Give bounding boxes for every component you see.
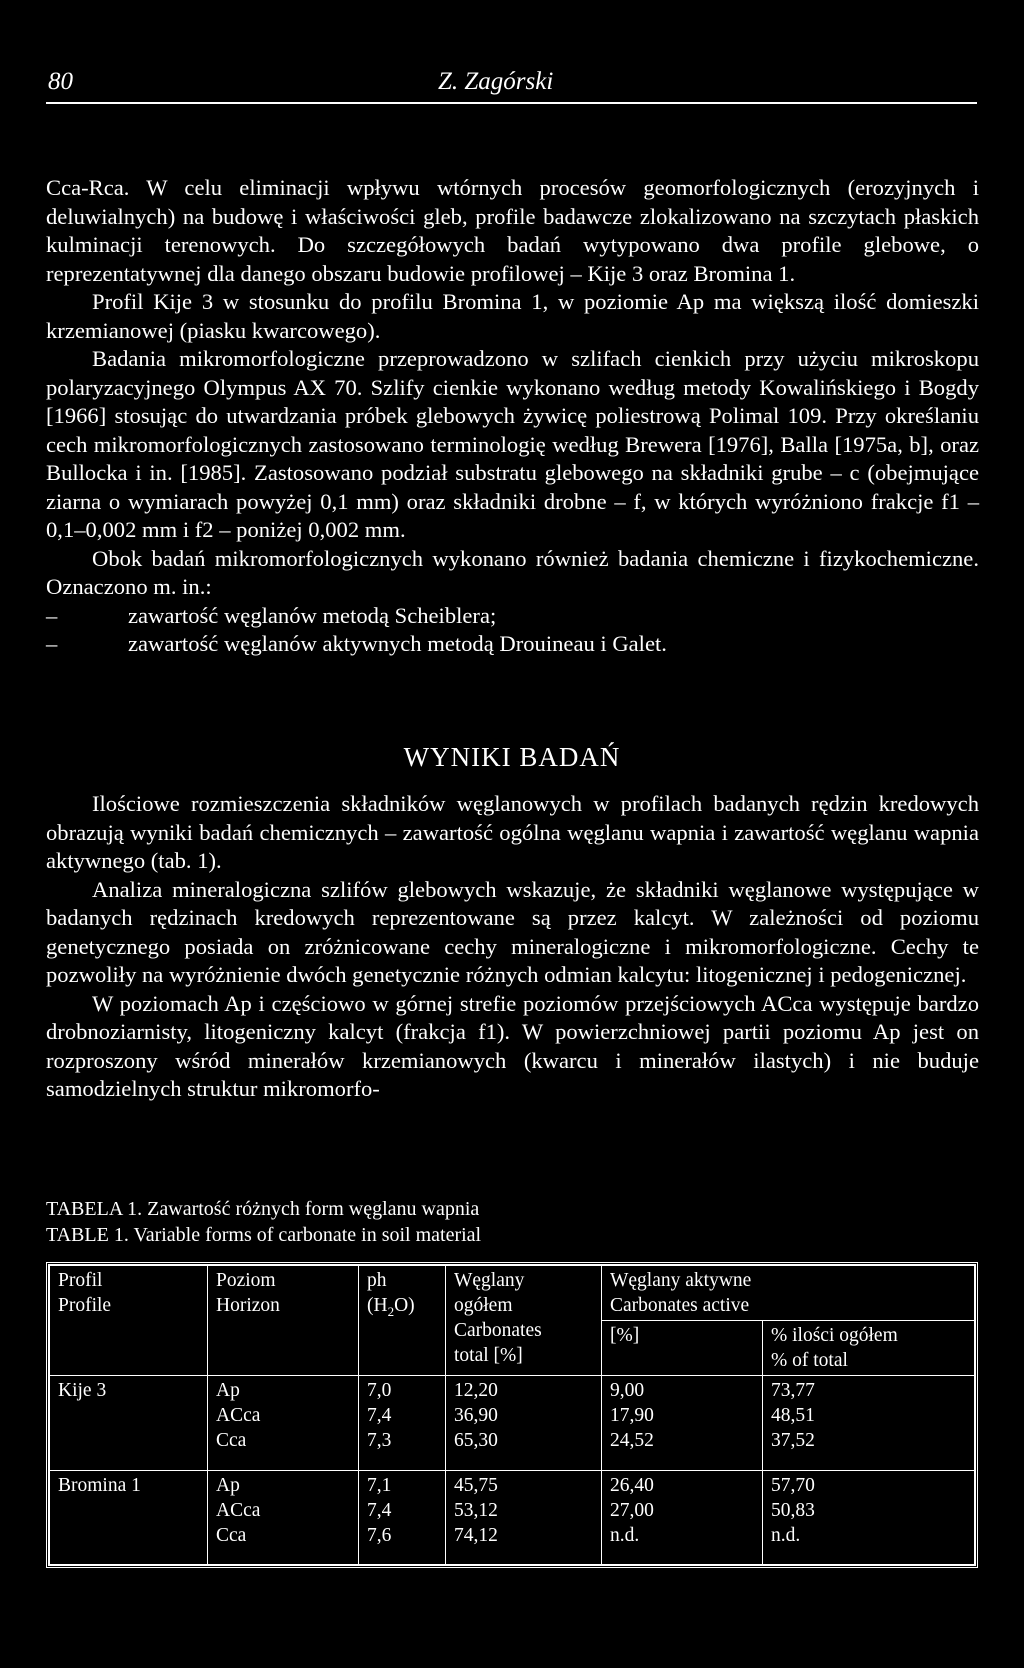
cell-value: 74,12 (454, 1524, 498, 1546)
cell-value: 7,4 (367, 1405, 392, 1426)
cell-value: 36,90 (454, 1405, 498, 1426)
list-item (46, 630, 979, 659)
table-header-row (50, 1266, 975, 1321)
cell-value: 45,75 (454, 1474, 498, 1496)
cell-value: 53,12 (454, 1499, 498, 1521)
header-share-of-total (763, 1321, 975, 1376)
header-text: Carbonates (454, 1320, 542, 1341)
header-text: Profile (58, 1295, 112, 1316)
header-horizon (208, 1266, 359, 1376)
table-caption-en: TABLE 1. Variable forms of carbonate in soil material (46, 1224, 482, 1246)
cell-value: 7,4 (367, 1499, 392, 1521)
header-text: total [%] (454, 1345, 523, 1366)
cell-share (763, 1470, 975, 1565)
cell-horizon (208, 1470, 359, 1565)
cell-active (602, 1376, 763, 1471)
cell-total (446, 1470, 602, 1565)
cell-value: ACca (216, 1499, 261, 1521)
header-text: % of total (771, 1350, 848, 1371)
header-text: [%] (610, 1325, 640, 1346)
carbonate-table (46, 1262, 978, 1568)
methods-list (46, 602, 979, 659)
header-text: Horizon (216, 1295, 280, 1316)
header-text (367, 1293, 437, 1324)
cell-value: 7,3 (367, 1430, 392, 1451)
header-total-carbonates (446, 1266, 602, 1376)
cell-value: Cca (216, 1430, 247, 1451)
header-text: Profil (58, 1270, 103, 1291)
methods-text (46, 174, 979, 659)
paragraph: Obok badań mikromorfologicznych wykonano również badania chemiczne i fizykochemiczne. Oznaczono m. in.: (46, 545, 979, 599)
cell-value: 7,6 (367, 1524, 392, 1546)
paragraph: W poziomach Ap i częściowo w górnej strefie poziomów przejściowych ACca występuje bardzo drobnoziarnisty, litogeniczny kalcyt (frakcja f1). W powierzchniowej partii poziomu Ap jest on rozproszony wśród minerałów krzemianowych (kwarcu i minerałów ilastych) i nie buduje samodzielnych struktur mikromorfo- (46, 990, 979, 1101)
cell-value: 65,30 (454, 1430, 498, 1451)
cell-profile: Bromina 1 (50, 1470, 208, 1565)
cell-value: 48,51 (771, 1405, 815, 1426)
cell-value: Ap (216, 1380, 240, 1401)
cell-value: n.d. (610, 1524, 640, 1546)
cell-value: n.d. (771, 1524, 801, 1546)
header-active-percent (602, 1321, 763, 1376)
paragraph: Badania mikromorfologiczne przeprowadzono w szlifach cienkich przy użyciu mikroskopu polaryzacyjnego Olympus AX 70. Szlify cienkie wykonano według metody Kowalińskiego i Bogdy [1966] stosując do utwardzania próbek glebowych żywicę poliestrową Polimal 109. Przy określaniu cech mikromorfologicznych zastosowano terminologię według Brewera [1976], Balla [1975a, b], oraz Bullocka i in. [1985]. Zastosowano podział substratu glebowego na składniki grube – c (obejmujące ziarna o wymiarach powyżej 0,1 mm) oraz składniki drobne – f, w których wyróżniono frakcje f1 – 0,1–0,002 mm i f2 – poniżej 0,002 mm. (46, 346, 979, 542)
header-text: Węglany (454, 1270, 525, 1291)
header-text: ogółem (454, 1295, 513, 1316)
data-table (49, 1265, 975, 1565)
header-active-carbonates (602, 1266, 975, 1321)
list-dash: – (46, 602, 58, 628)
cell-value: 26,40 (610, 1474, 654, 1496)
cell-value: 12,20 (454, 1380, 498, 1401)
list-dash: – (46, 631, 58, 656)
list-item (46, 602, 979, 631)
cell-value: 57,70 (771, 1474, 815, 1496)
paragraph: Ilościowe rozmieszczenia składników węglanowych w profilach badanych rędzin kredowych obrazują wyniki badań chemicznych – zawartość ogólna węglanu wapnia i zawartość węglanu wapnia aktywnego (tab. 1). (46, 791, 979, 873)
section-title: WYNIKI BADAŃ (403, 742, 621, 772)
cell-value: Cca (216, 1524, 247, 1546)
table-row (50, 1376, 975, 1471)
cell-total (446, 1376, 602, 1471)
header-ph (359, 1266, 446, 1376)
cell-value: 7,1 (367, 1474, 392, 1496)
cell-value: 37,52 (771, 1430, 815, 1451)
results-text (46, 790, 979, 1104)
header-text: Poziom (216, 1270, 276, 1291)
paragraph: Analiza mineralogiczna szlifów glebowych wskazuje, że składniki węglanowe występujące w badanych rędzinach kredowych reprezentowane są przez kalcyt. W zależności od poziomu genetycznego posiada on zróżnicowane cechy mineralogiczne i mikromorfologiczne. Cechy te pozwoliły na wyróżnienie dwóch genetycznie różnych odmian kalcytu: litogenicznej i pedogenicznej. (46, 876, 979, 987)
header-subscript: 2 (387, 1303, 395, 1319)
cell-value: Ap (216, 1474, 240, 1496)
paragraph: Profil Kije 3 w stosunku do profilu Bromina 1, w poziomie Ap ma większą ilość domieszki krzemianowej (piasku kwarcowego). (46, 289, 979, 343)
running-header-author: Z. Zagórski (438, 68, 554, 95)
cell-ph (359, 1470, 446, 1565)
list-item-text: zawartość węglanów metodą Scheiblera; (128, 602, 497, 628)
cell-value: 50,83 (771, 1499, 815, 1521)
table-caption (46, 1196, 979, 1248)
header-profile (50, 1266, 208, 1376)
table-row (50, 1470, 975, 1565)
table-caption-pl: TABELA 1. Zawartość różnych form węglanu wapnia (46, 1198, 480, 1220)
cell-horizon (208, 1376, 359, 1471)
header-text-part: O) (394, 1295, 415, 1316)
header-text: Węglany aktywne (610, 1270, 752, 1291)
cell-value: 7,0 (367, 1380, 392, 1401)
header-text: % ilości ogółem (771, 1325, 898, 1346)
cell-value: 17,90 (610, 1405, 654, 1426)
header-text: Carbonates active (610, 1295, 750, 1316)
cell-value: 24,52 (610, 1430, 654, 1451)
cell-share (763, 1376, 975, 1471)
list-item-text: zawartość węglanów aktywnych metodą Drouineau i Galet. (128, 631, 667, 656)
cell-value: 73,77 (771, 1380, 815, 1401)
cell-profile: Kije 3 (50, 1376, 208, 1471)
cell-ph (359, 1376, 446, 1471)
header-text-part: (H (367, 1295, 388, 1316)
cell-value: 9,00 (610, 1380, 645, 1401)
running-header (46, 62, 977, 104)
cell-value: 27,00 (610, 1499, 654, 1521)
cell-value: ACca (216, 1405, 261, 1426)
page-number: 80 (48, 68, 73, 95)
paragraph: Cca-Rca. W celu eliminacji wpływu wtórnych procesów geomorfologicznych (erozyjnych i deluwialnych) na budowę i właściwości gleb, profile badawcze zlokalizowano na szczytach płaskich kulminacji terenowych. Do szczegółowych badań wytypowano dwa profile glebowe, o reprezentatywnej dla danego obszaru budowie profilowej – Kije 3 oraz Bromina 1. (46, 175, 979, 286)
cell-active (602, 1470, 763, 1565)
header-text: ph (367, 1270, 387, 1291)
